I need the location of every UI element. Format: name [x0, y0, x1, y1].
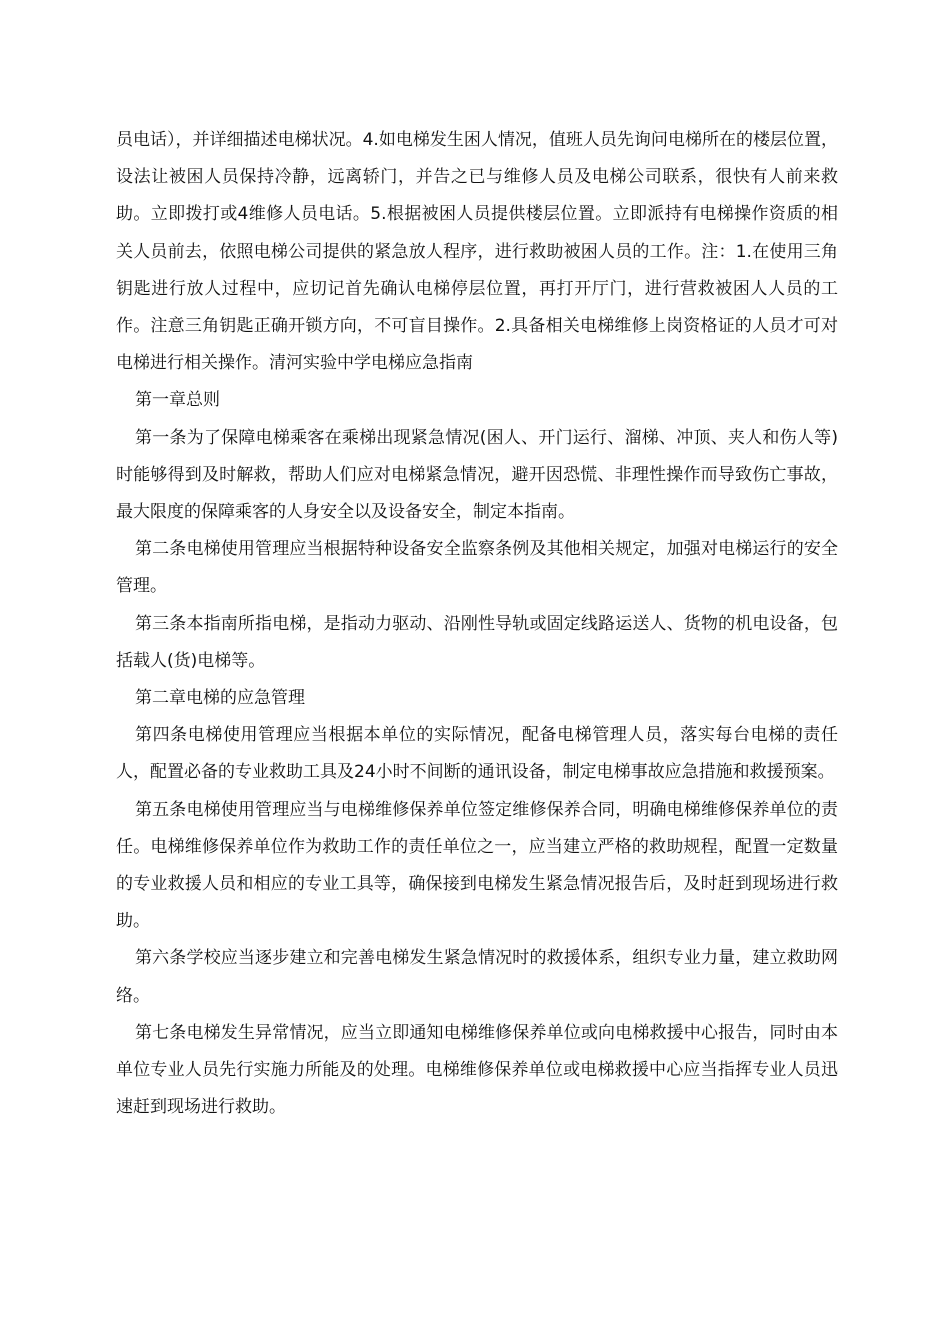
article-5: 第五条电梯使用管理应当与电梯维修保养单位签定维修保养合同，明确电梯维修保养单位的责任。电梯维修保养单位作为救助工作的责任单位之一，应当建立严格的救助规程，配置一定数量的专业救援人员和相应的专业工具等，确保接到电梯发生紧急情况报告后，及时赶到现场进行救助。	[116, 799, 838, 932]
article-2: 第二条电梯使用管理应当根据特种设备安全监察条例及其他相关规定，加强对电梯运行的安全管理。	[116, 539, 838, 597]
paragraph-continuation: 员电话），并详细描述电梯状况。4.如电梯发生困人情况，值班人员先询问电梯所在的楼层位置，设法让被困人员保持冷静，远离轿门，并告之已与维修人员及电梯公司联系，很快有人前来救助。立即拨打或4维修人员电话。5.根据被困人员提供楼层位置。立即派持有电梯操作资质的相关人员前去，依照电梯公司提供的紧急放人程序，进行救助被困人员的工作。注：1.在使用三角钥匙进行放人过程中，应切记首先确认电梯停层位置，再打开厅门，进行营救被困人人员的工作。注意三角钥匙正确开锁方向，不可盲目操作。2.具备相关电梯维修上岗资格证的人员才可对电梯进行相关操作。清河实验中学电梯应急指南	[116, 130, 838, 374]
article-1: 第一条为了保障电梯乘客在乘梯出现紧急情况(困人、开门运行、溜梯、冲顶、夹人和伤人等)时能够得到及时解救，帮助人们应对电梯紧急情况，避开因恐慌、非理性操作而导致伤亡事故，最大限度的保障乘客的人身安全以及设备安全，制定本指南。	[116, 427, 838, 523]
article-7: 第七条电梯发生异常情况，应当立即通知电梯维修保养单位或向电梯救援中心报告，同时由本单位专业人员先行实施力所能及的处理。电梯维修保养单位或电梯救援中心应当指挥专业人员迅速赶到现场进行救助。	[116, 1022, 838, 1118]
article-4: 第四条电梯使用管理应当根据本单位的实际情况，配备电梯管理人员，落实每台电梯的责任人，配置必备的专业救助工具及24小时不间断的通讯设备，制定电梯事故应急措施和救援预案。	[116, 725, 838, 783]
chapter-heading-2: 第二章电梯的应急管理	[135, 688, 305, 709]
article-3: 第三条本指南所指电梯，是指动力驱动、沿刚性导轨或固定线路运送人、货物的机电设备，包括载人(货)电梯等。	[116, 613, 838, 671]
chapter-heading-1: 第一章总则	[135, 390, 220, 411]
article-6: 第六条学校应当逐步建立和完善电梯发生紧急情况时的救援体系，组织专业力量，建立救助网络。	[116, 948, 838, 1006]
document-body	[116, 122, 838, 1126]
